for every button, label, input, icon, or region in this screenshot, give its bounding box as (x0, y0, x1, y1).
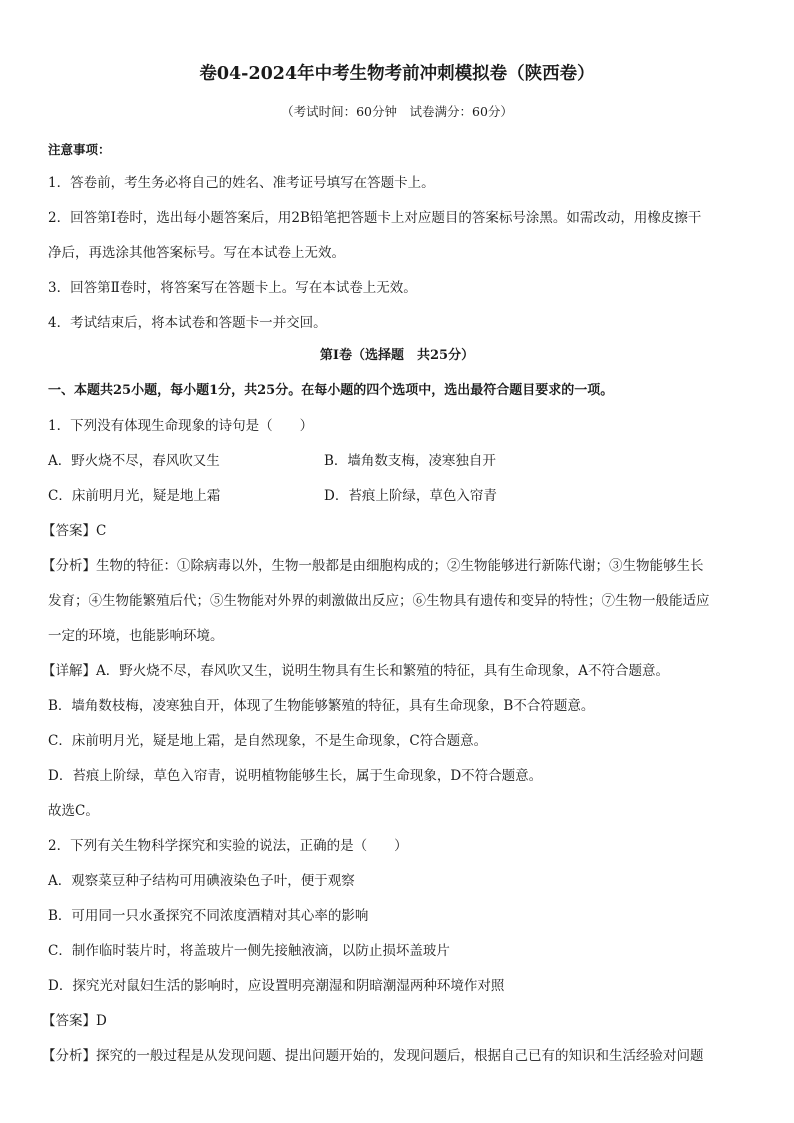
notice-item-2: 2．回答第Ⅰ卷时，选出每小题答案后，用2B铅笔把答题卡上对应题目的答案标号涂黑。如需改动，用橡皮擦干 (48, 210, 702, 226)
notice-item-3: 3．回答第Ⅱ卷时，将答案写在答题卡上。写在本试卷上无效。 (48, 280, 417, 296)
notice-item-4: 4．考试结束后，将本试卷和答题卡一并交回。 (48, 315, 327, 331)
notice-item-2-cont: 净后，再选涂其他答案标号。写在本试卷上无效。 (48, 245, 345, 261)
question-1-analysis-3: 一定的环境，也能影响环境。 (48, 628, 224, 644)
question-2-answer: 【答案】D (42, 1013, 107, 1029)
section-title: 第Ⅰ卷（选择题 共25分） (319, 348, 475, 363)
question-1-option-b: B．墙角数支梅，凌寒独自开 (324, 453, 496, 469)
notice-item-1: 1．答卷前，考生务必将自己的姓名、准考证号填写在答题卡上。 (48, 175, 435, 191)
section-instruction: 一、本题共25小题，每小题1分，共25分。在每小题的四个选项中，选出最符合题目要求的一项。 (48, 383, 614, 398)
question-1-option-a: A．野火烧不尽，春风吹又生 (48, 453, 220, 469)
question-1-stem: 1．下列没有体现生命现象的诗句是（ ） (48, 418, 314, 434)
question-1-analysis-2: 发育；④生物能繁殖后代；⑤生物能对外界的刺激做出反应；⑥生物具有遗传和变异的特性；⑦生物一般能适应 (48, 593, 710, 609)
notice-heading: 注意事项： (48, 142, 111, 157)
question-1-option-c: C．床前明月光，疑是地上霜 (48, 488, 221, 504)
question-1-detail-b: B．墙角数枝梅，凌寒独自开，体现了生物能够繁殖的特征，具有生命现象，B不合符题意。 (48, 698, 595, 714)
question-2-stem: 2．下列有关生物科学探究和实验的说法，正确的是（ ） (48, 838, 408, 854)
question-2-option-d: D．探究光对鼠妇生活的影响时，应设置明亮潮湿和阴暗潮湿两种环境作对照 (48, 978, 505, 994)
question-1-option-d: D．苔痕上阶绿，草色入帘青 (324, 488, 497, 504)
question-1-detail-a: 【详解】A．野火烧不尽，春风吹又生，说明生物具有生长和繁殖的特征，具有生命现象，A不符合题意。 (42, 663, 669, 679)
question-2-option-c: C．制作临时装片时，将盖玻片一侧先接触液滴，以防止损坏盖玻片 (48, 943, 450, 959)
question-1-detail-d: D．苔痕上阶绿，草色入帘青，说明植物能够生长，属于生命现象，D不符合题意。 (48, 768, 543, 784)
page-title: 卷04-2024年中考生物考前冲刺模拟卷（陕西卷） (199, 64, 595, 84)
question-2-option-a: A．观察菜豆种子结构可用碘液染色子叶，便于观察 (48, 873, 355, 889)
exam-info: （考试时间：60分钟 试卷满分：60分） (281, 104, 513, 119)
question-1-conclusion: 故选C。 (48, 803, 99, 819)
question-2-option-b: B．可用同一只水蚤探究不同浓度酒精对其心率的影响 (48, 908, 369, 924)
question-1-answer: 【答案】C (42, 523, 107, 539)
question-2-analysis: 【分析】探究的一般过程是从发现问题、提出问题开始的，发现问题后，根据自己已有的知识和生活经验对问题 (42, 1048, 704, 1064)
question-1-detail-c: C．床前明月光，疑是地上霜，是自然现象，不是生命现象，C符合题意。 (48, 733, 488, 749)
question-1-analysis-1: 【分析】生物的特征：①除病毒以外，生物一般都是由细胞构成的；②生物能够进行新陈代谢；③生物能够生长 (42, 558, 704, 574)
